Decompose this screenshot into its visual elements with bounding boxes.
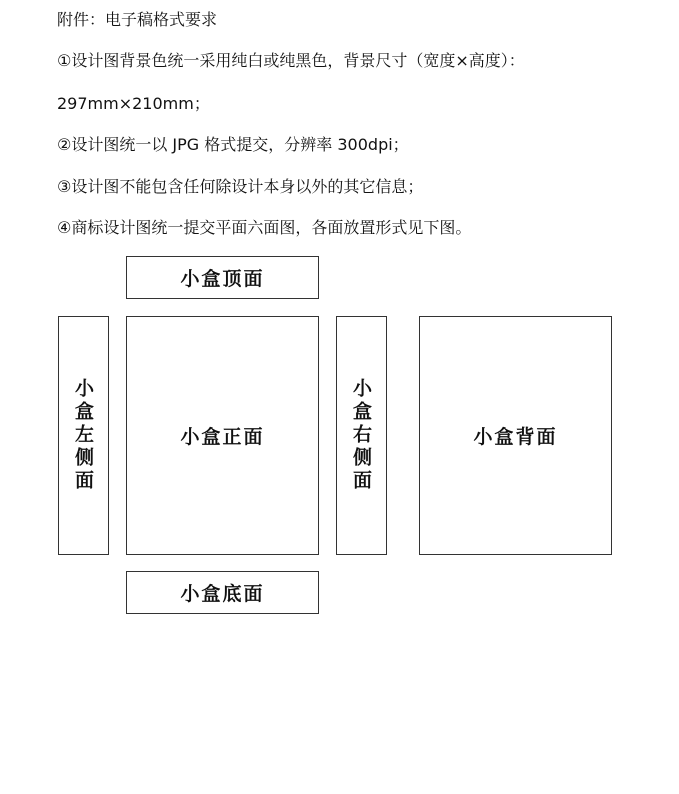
box-back-face [419, 316, 612, 555]
box-bottom-face-label: 小盒底面 [180, 583, 265, 605]
document-title: 附件：电子稿格式要求 [57, 10, 218, 29]
requirement-3: ③设计图不能包含任何除设计本身以外的其它信息； [57, 177, 424, 196]
box-left-face [58, 316, 109, 555]
box-top-face [126, 256, 319, 299]
requirement-1: ①设计图背景色统一采用纯白或纯黑色，背景尺寸（宽度×高度）： [57, 51, 525, 70]
box-bottom-face [126, 571, 319, 614]
box-front-face-label: 小盒正面 [180, 426, 265, 448]
requirement-1-size: 297mm×210mm； [57, 94, 210, 113]
box-back-face-label: 小盒背面 [473, 426, 558, 448]
box-left-face-label: 小盒左侧面 [72, 378, 94, 493]
box-front-face [126, 316, 319, 555]
box-top-face-label: 小盒顶面 [180, 268, 265, 290]
box-right-face-label: 小盒右侧面 [350, 378, 372, 493]
box-right-face [336, 316, 387, 555]
requirement-4: ④商标设计图统一提交平面六面图，各面放置形式见下图。 [57, 218, 472, 237]
requirement-2: ②设计图统一以 JPG 格式提交，分辨率 300dpi； [57, 135, 409, 154]
